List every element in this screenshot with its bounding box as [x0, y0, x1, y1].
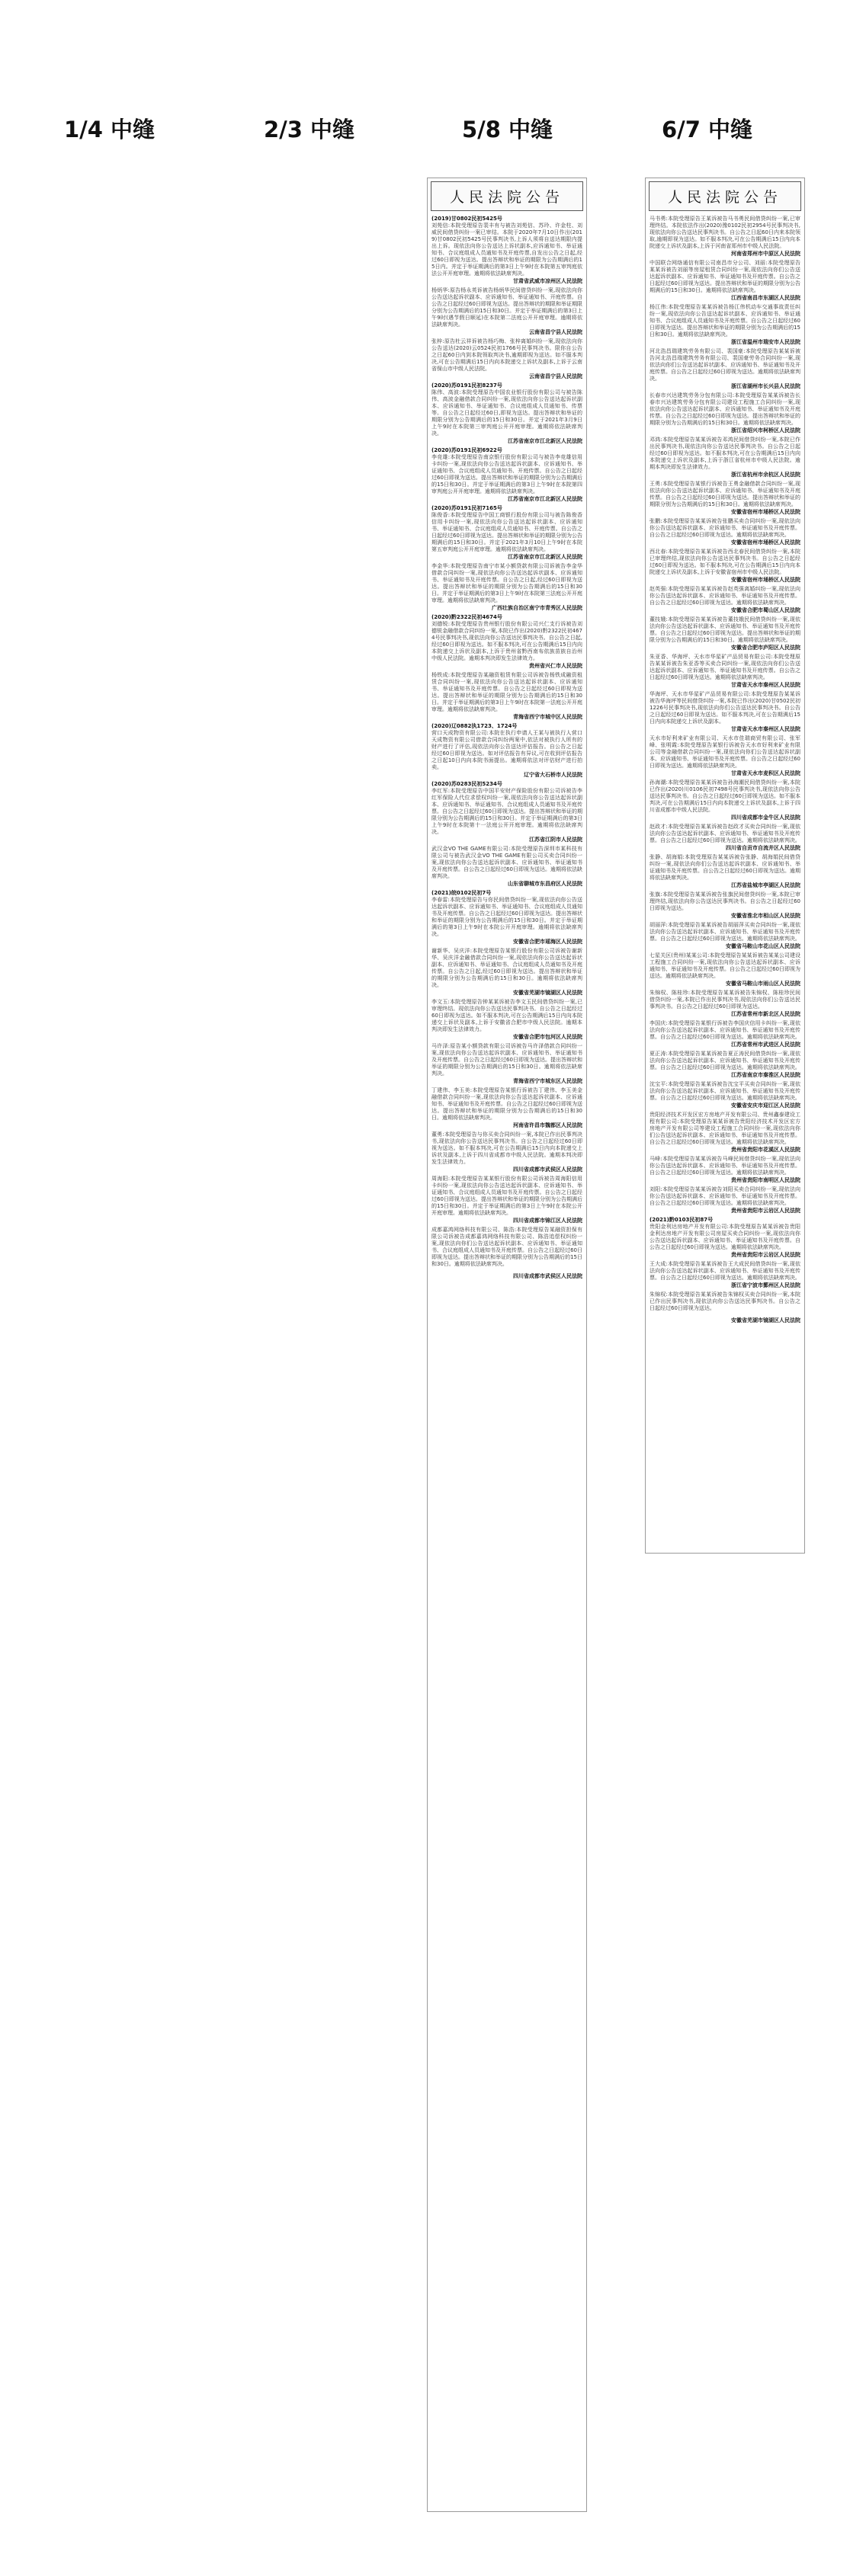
- court-signature: 河南省许昌市魏都区人民法院: [513, 1122, 582, 1128]
- notice-paragraph: [650, 1081, 800, 1102]
- court-signature: 安徽省芜湖市镜湖区人民法院: [513, 990, 582, 996]
- case-number: (2020)苏0191民初8237号: [431, 382, 502, 389]
- column-footer-court: 安徽省芜湖市镜湖区人民法院: [731, 1317, 800, 1323]
- notice-paragraph: [431, 890, 582, 938]
- notice-text: 张静、胡海娟:本院受理原告某某诉被告张静、胡海娟民间借贷纠纷一案,现依法向你们公告送达起诉状副本、应诉通知书、举证通知书及开庭传票。自公告之日起经过60日即视为送达。逾期将依法缺席判决。: [650, 854, 800, 881]
- notice-paragraph: [431, 1087, 582, 1122]
- court-signature: 安徽省宿州市埇桥区人民法院: [731, 509, 800, 515]
- notice-paragraph: [650, 481, 800, 508]
- notice-text: 贵阳金利达房地产开发有限公司:本院受理原告某某诉被告贵阳金利达房地产开发有限公司房屋买卖合同纠纷一案,现依法向你公告送达起诉状副本、应诉通知书、举证通知书及开庭传票。自公告之日起经过60日即视为送达。逾期将依法缺席判决。: [650, 1224, 800, 1250]
- column-title: 人民法院公告: [431, 181, 583, 211]
- notice-paragraph: [431, 1131, 582, 1166]
- notice-text: 刘阳:本院受理原告某某诉被告刘阳买卖合同纠纷一案,现依法向你公告送达起诉状副本、应诉通知书、举证通知书及开庭传票。自公告之日起经过60日即视为送达。逾期将依法缺席判决。: [650, 1186, 800, 1206]
- court-signature: 安徽省合肥市包河区人民法院: [513, 1034, 582, 1040]
- court-signature: 江苏省江阴市人民法院: [529, 837, 582, 843]
- notice-entry: [650, 216, 800, 258]
- notice-entry: [650, 549, 800, 584]
- notice-entry: [431, 614, 582, 670]
- notice-entry: [431, 1131, 582, 1173]
- notice-text: 中国联合网络通信有限公司南昌市分公司、刘丽:本院受理原告某某诉被告刘丽等房屋租赁合同纠纷一案,现依法向你们公告送达起诉状副本、应诉通知书、举证通知书及开庭传票。自公告之日起经过60日即视为送达。提出答辩状和举证的期限分别为公告期满后的15日和30日。逾期将依法缺席判决。: [650, 260, 800, 293]
- notice-entry: [650, 691, 800, 733]
- notice-entry: [650, 1261, 800, 1289]
- court-signature: 安徽省合肥市瑶海区人民法院: [513, 939, 582, 945]
- court-signature: 甘肃省天水市麦积区人民法院: [731, 770, 800, 776]
- notice-entry: [431, 216, 582, 285]
- court-signature: 安徽省淮北市相山区人民法院: [731, 913, 800, 919]
- notice-text: 董勇:本院受理原告与你买卖合同纠纷一案,本院已作出民事判决书,现依法向你公告送达民事判决书。自公告之日起经过60日即视为送达。如不服本判决,可在公告期满后15日内向本院递交上诉状及副本,上诉于四川省成都市中级人民法院。逾期本判决即发生法律效力。: [431, 1131, 582, 1165]
- notice-entry: [650, 616, 800, 651]
- notice-paragraph: [650, 549, 800, 576]
- notice-text: 李金华:本院受理原告南宁市某小额贷款有限公司诉被告李金华借款合同纠纷一案,现依法向你公告送达起诉状副本、应诉通知书、举证通知书及开庭传票。自公告之日起,经过60日即视为送达。提出答辩状和举证的期限分别为公告期满后的15日和30日。并定于举证期满后的第3日上午9时在本院第三法庭公开开庭审理。逾期将依法缺席判决。: [431, 563, 582, 603]
- notice-paragraph: [650, 1112, 800, 1146]
- notice-paragraph: [650, 891, 800, 912]
- label-quarter: 1/4 中缝: [64, 117, 156, 142]
- notice-text: 刘德锐:本院受理原告贵州银行股份有限公司兴仁支行诉被告刘德锐金融借款合同纠纷一案,本院已作出(2020)黔2322民初4674号民事判决书,现依法向你公告送达民事判决书。自公告之日起,经过60日即视为送达。如不服本判决,可在公告期满后15日内向本院递交上诉状及副本,上诉于贵州省黔西南布依族苗族自治州中级人民法院。逾期本判决即发生法律效力。: [431, 621, 582, 661]
- notice-paragraph: [650, 1261, 800, 1282]
- case-number: (2021)皖0102民初7号: [431, 890, 492, 896]
- court-signature: 江苏省南京市江北新区人民法院: [508, 438, 582, 444]
- notice-text: 华海坪、天水市华星矿产品贸易有限公司:本院受理原告某某诉被告华海坪等民间借贷纠纷一案,本院已作出(2020)甘0502民初1226号民事判决书,现依法向你们公告送达民事判决书。自公告之日起经过60日即视为送达。如不服本判决,可在公告期满后15日内向本院递交上诉状及副本。: [650, 691, 800, 725]
- notice-text: 贵阳经济技术开发区宏方房地产开发有限公司、贵州鑫泰建设工程有限公司:本院受理原告某某诉被告贵阳经济技术开发区宏方房地产开发有限公司等建设工程施工合同纠纷一案,现依法向你们公告送达起诉状副本、应诉通知书、举证通知书及开庭传票。自公告之日起经过60日即视为送达。逾期将依法缺席判决。: [650, 1112, 800, 1145]
- notice-entry: [431, 948, 582, 997]
- notice-entry: [650, 304, 800, 346]
- notice-entry: [650, 392, 800, 434]
- notice-paragraph: [650, 1020, 800, 1041]
- notice-entry: [650, 854, 800, 889]
- notice-entry: [650, 735, 800, 777]
- notice-paragraph: [431, 287, 582, 328]
- notice-paragraph: [650, 586, 800, 606]
- notice-text: 天水市好利来矿业有限公司、天水市佳瑞商贸有限公司、张军峰、张明霞:本院受理原告某银行诉被告天水市好利来矿业有限公司等金融借款合同纠纷一案,现依法向你们公告送达起诉状副本、应诉通知书、举证通知书及开庭传票。自公告之日起经过60日即视为送达。逾期将依法缺席判决。: [650, 735, 800, 769]
- notice-paragraph: [650, 304, 800, 338]
- notice-text: 张梓:原告杜云祥诉被告杨巧梅、张梓离婚纠纷一案,现依法向你公告送达(2020)云0524民初1766号民事判决书。限你自公告之日起60日内到本院领取判决书,逾期即视为送达。如不服本判决,可在公告期满后15日内向本院递交上诉状及副本,上诉于云南省保山市中级人民法院。: [431, 338, 582, 372]
- case-number: (2020)辽0882执1723、1724号: [431, 723, 518, 729]
- notice-entry: [650, 824, 800, 852]
- notice-paragraph: [431, 723, 582, 771]
- notice-text: 孙海潮:本院受理原告某某诉被告孙海潮民间借贷纠纷一案,本院已作出(2020)川0106民初7498号民事判决书,现依法向你公告送达民事判决书。自公告之日起经过60日即视为送达。如不服本判决,可在公告期满后15日内向本院递交上诉状及副本,上诉于四川省成都市中级人民法院。: [650, 779, 800, 813]
- court-signature: 江苏省常州市武进区人民法院: [731, 1042, 800, 1048]
- notice-text: 夏正涛:本院受理原告某某诉被告夏正涛民间借贷纠纷一案,现依法向你公告送达起诉状副本、应诉通知书、举证通知书及开庭传票。自公告之日起经过60日即视为送达。逾期将依法缺席判决。: [650, 1051, 800, 1070]
- court-signature: 安徽省马鞍山市花山区人民法院: [726, 943, 800, 949]
- notice-paragraph: [650, 735, 800, 770]
- notice-entry: [431, 1087, 582, 1129]
- notice-column-right: [645, 178, 805, 1554]
- court-signature: 江苏省南京市江北新区人民法院: [508, 496, 582, 502]
- court-signature: 江西省南昌市东湖区人民法院: [731, 295, 800, 301]
- notice-text: 河北浩昌瑞建筑劳务有限公司、裴国豪:本院受理原告某某诉被告河北浩昌瑞建筑劳务有限公司、裴国豪劳务合同纠纷一案,现依法向你们公告送达起诉状副本、应诉通知书、举证通知书及开庭传票。自公告之日起经过60日即视为送达。逾期将依法缺席判决。: [650, 348, 800, 382]
- notice-entry: [431, 672, 582, 721]
- case-number: (2021)黔0103民初87号: [650, 1217, 714, 1223]
- notice-paragraph: [431, 781, 582, 836]
- notice-paragraph: [431, 1227, 582, 1268]
- notice-entry: [650, 1112, 800, 1154]
- court-signature: 甘肃省武威市凉州区人民法院: [513, 278, 582, 284]
- notice-entry: [650, 1291, 800, 1312]
- notice-text: 赵政才:本院受理原告某某诉被告赵政才买卖合同纠纷一案,现依法向你公告送达起诉状副本、应诉通知书、举证通知书及开庭传票。自公告之日起经过60日即视为送达。逾期将依法缺席判决。: [650, 824, 800, 843]
- court-signature: 浙江省宁波市鄞州区人民法院: [731, 1282, 800, 1288]
- court-signature: 江苏省南京市江北新区人民法院: [508, 554, 582, 560]
- notice-paragraph: [650, 952, 800, 980]
- notice-entry: [431, 1176, 582, 1224]
- court-signature: 贵州省贵阳市云岩区人民法院: [731, 1208, 800, 1214]
- notice-entry: [431, 999, 582, 1041]
- notice-paragraph: [650, 779, 800, 814]
- notice-text: 杨铁成:本院受理原告某融资租赁有限公司诉被告杨铁成融资租赁合同纠纷一案,现依法向你公告送达起诉状副本、应诉通知书、举证通知书及开庭传票。自公告之日起经过60日即视为送达。提出答辩状和举证的期限分别为公告期满后的15日和30日。并定于举证期满后的第3日上午9时在本院第一法庭公开开庭审理。逾期将依法缺席判决。: [431, 672, 582, 712]
- notice-paragraph: [650, 392, 800, 427]
- notice-text: 马峰:本院受理原告某某诉被告马峰民间借贷纠纷一案,现依法向你公告送达起诉状副本、应诉通知书、举证通知书及开庭传票。自公告之日起经过60日即视为送达。逾期将依法缺席判决。: [650, 1156, 800, 1176]
- notice-entry: [650, 952, 800, 987]
- court-signature: 浙江省湖州市长兴县人民法院: [731, 383, 800, 389]
- notice-entry: [650, 891, 800, 920]
- notice-text: 朱锦权:本院受理原告某某诉被告朱锦权买卖合同纠纷一案,本院已作出民事判决书,现依法向你公告送达民事判决书。自公告之日起经过60日即视为送达。: [650, 1291, 800, 1311]
- notice-text: 西北春:本院受理原告某某诉被告西北春民间借贷纠纷一案,本院已审理终结,现依法向你公告送达民事判决书。自公告之日起经过60日即视为送达。如不服本判决,可在公告期满后15日内向本院递交上诉状及副本,上诉于安徽省宿州市中级人民法院。: [650, 549, 800, 575]
- court-signature: 安徽省合肥市庐阳区人民法院: [731, 645, 800, 651]
- court-signature: 安徽省安庆市迎江区人民法院: [731, 1102, 800, 1109]
- court-signature: 安徽省宿州市埇桥区人民法院: [731, 577, 800, 583]
- notice-text: 杨炳华:原告杨永英诉被告杨炳华民间借贷纠纷一案,现依法向你公告送达起诉状副本、应诉通知书、举证通知书、开庭传票。自公告之日起经过60日即视为送达。提出答辩状的期限和举证期限分别为公告期满后的15日和30日。并定于举证期满后的第3日上午9时(遇节假日顺延)在本院第二法庭公开开庭审理。逾期将依法缺席判决。: [431, 287, 582, 328]
- notice-paragraph: [650, 824, 800, 844]
- notice-entry: [650, 654, 800, 689]
- notice-text: 张鹏:本院受理原告某某诉被告张鹏买卖合同纠纷一案,现依法向你公告送达起诉状副本、应诉通知书、举证通知书及开庭传票。自公告之日起经过60日即视为送达。逾期将依法缺席判决。: [650, 518, 800, 538]
- notice-text: 马书勇:本院受理原告王某诉被告马书勇民间借贷纠纷一案,已审理终结。本院依法作出(2020)豫0102民初2954号民事判决书,现依法向你公告送达民事判决书。自公告之日起60日内来本院领取,逾期即视为送达。如不服本判决,可在公告期满后15日内向本院递交上诉状及副本,上诉于河南省郑州市中级人民法院。: [650, 216, 800, 249]
- notice-entry: [650, 1081, 800, 1109]
- court-signature: 贵州省贵阳市南明区人民法院: [731, 1177, 800, 1183]
- court-signature: 安徽省马鞍山市雨山区人民法院: [726, 981, 800, 987]
- notice-paragraph: [431, 846, 582, 880]
- notice-paragraph: [431, 672, 582, 713]
- notice-paragraph: [650, 1051, 800, 1071]
- notice-paragraph: [650, 348, 800, 382]
- label-five-eighths: 5/8 中缝: [462, 117, 553, 142]
- notice-entry: [431, 505, 582, 561]
- notice-paragraph: [650, 216, 800, 250]
- court-signature: 贵州省贵阳市云岩区人民法院: [731, 1252, 800, 1258]
- notice-text: 丁建伟、李玉美:本院受理原告某银行诉被告丁建伟、李玉美金融借款合同纠纷一案,现依法向你公告送达起诉状副本、应诉通知书、举证通知书及开庭传票。自公告之日起经过60日即视为送达。提出答辩状和举证的期限分别为公告期满后的15日和30日。逾期将依法缺席判决。: [431, 1087, 582, 1121]
- notice-paragraph: [650, 260, 800, 294]
- court-signature: 河南省郑州市中原区人民法院: [731, 251, 800, 257]
- notice-paragraph: [650, 922, 800, 942]
- court-signature: 四川省成都市金牛区人民法院: [731, 814, 800, 821]
- notice-text: 张旗:本院受理原告某某诉被告张旗民间借贷纠纷一案,本院已审理终结,现依法向你公告送达民事判决书。自公告之日起经过60日即视为送达。: [650, 891, 800, 911]
- notice-entry: [650, 990, 800, 1018]
- notice-paragraph: [431, 447, 582, 495]
- notice-entry: [431, 338, 582, 380]
- notice-paragraph: [431, 1176, 582, 1217]
- notice-text: 王勇:本院受理原告某银行诉被告王勇金融借款合同纠纷一案,现依法向你公告送达起诉状副本、应诉通知书、举证通知书及开庭传票。自公告之日起经过60日即视为送达。提出答辩状和举证的期限分别为公告期满后的15日和30日。逾期将依法缺席判决。: [650, 481, 800, 507]
- notice-text: 营口天成物资有限公司:本院在执行申请人王某与被执行人营口天成物资有限公司借款合同纠纷两案中,依法对被执行人所有的财产进行了评估,现依法向你公告送达评估报告。自公告之日起经过60日即视为送达。如对评估报告有异议,可在收到评估报告之日起10日内向本院书面提出。逾期将依法对评估财产进行拍卖。: [431, 730, 582, 770]
- notice-paragraph: [650, 1156, 800, 1176]
- court-signature: 四川省成都市武侯区人民法院: [513, 1166, 582, 1173]
- notice-text: 董技娥:本院受理原告某某诉被告董技娥民间借贷纠纷一案,现依法向你公告送达起诉状副本、应诉通知书、举证通知书及开庭传票。自公告之日起经过60日即视为送达。提出答辩状和举证的期限分别为公告期满后的15日和30日。逾期将依法缺席判决。: [650, 616, 800, 643]
- notice-paragraph: [431, 382, 582, 437]
- case-number: (2020)苏0283民初5234号: [431, 781, 502, 787]
- layout-labels: [0, 113, 850, 143]
- notice-entry: [431, 563, 582, 612]
- notice-paragraph: [650, 654, 800, 681]
- court-signature: 辽宁省大石桥市人民法院: [524, 772, 582, 778]
- notice-text: 李红军:本院受理原告中国平安财产保险股份有限公司诉被告李红军保险人代位求偿权纠纷一案,现依法向你公告送达起诉状副本、应诉通知书、举证通知书、合议庭组成人员通知书及开庭传票。自公告之日起经过60日即视为送达。提出答辩状和举证的期限分别为公告期满后的15日和30日。并定于举证期满后的第3日上午9时在本院第十一法庭公开开庭审理。逾期将依法缺席判决。: [431, 788, 582, 835]
- notice-text: 邓鸿:本院受理原告某某诉被告邓鸿民间借贷纠纷一案,本院已作出民事判决书,现依法向你公告送达民事判决书。自公告之日起经过60日即视为送达。如不服本判决,可在公告期满后15日内向本院递交上诉状及副本,上诉于浙江省杭州市中级人民法院。逾期本判决即发生法律效力。: [650, 437, 800, 470]
- notice-paragraph: [650, 691, 800, 725]
- notice-paragraph: [431, 338, 582, 373]
- notice-paragraph: [650, 990, 800, 1010]
- court-signature: 浙江省温州市瑞安市人民法院: [731, 339, 800, 345]
- notice-text: 李国庆:本院受理原告某银行诉被告李国庆信用卡纠纷一案,现依法向你公告送达起诉状副本、应诉通知书、举证通知书及开庭传票。自公告之日起经过60日即视为送达。逾期将依法缺席判决。: [650, 1020, 800, 1040]
- notice-entry: [431, 890, 582, 946]
- notice-text: 王大成:本院受理原告某某诉被告王大成民间借贷纠纷一案,现依法向你公告送达起诉状副本、应诉通知书、举证通知书及开庭传票。自公告之日起经过60日即视为送达。逾期将依法缺席判决。: [650, 1261, 800, 1281]
- notice-paragraph: [650, 1217, 800, 1251]
- notice-entry: [650, 1051, 800, 1079]
- notice-entry: [650, 586, 800, 614]
- court-signature: 江苏省南京市秦淮区人民法院: [731, 1072, 800, 1078]
- notice-column-left: [427, 178, 587, 2512]
- court-signature: 青海省西宁市城中区人民法院: [513, 714, 582, 720]
- notice-entry: [650, 1186, 800, 1214]
- notice-text: 长春市兴达建筑劳务分包有限公司:本院受理原告某某诉被告长春市兴达建筑劳务分包有限公司建设工程施工合同纠纷一案,现依法向你公告送达起诉状副本、应诉通知书、举证通知书及开庭传票。自公告之日起经过60日即视为送达。提出答辩状和举证的期限分别为公告期满后的15日和30日。逾期将依法缺席判决。: [650, 392, 800, 426]
- notice-entry: [650, 1020, 800, 1048]
- notice-text: 李春雷:本院受理原告与你民间借贷纠纷一案,现依法向你公告送达起诉状副本、应诉通知书、举证通知书、合议庭组成人员通知书及开庭传票。自公告之日起经过60日即视为送达。提出答辩状和举证的期限分别为公告期满后的15日和30日。并定于举证期满后的第3日上午9时在本院公开开庭审理。逾期将依法缺席判决。: [431, 897, 582, 937]
- notice-entry: [431, 447, 582, 503]
- notice-paragraph: [650, 518, 800, 539]
- notice-paragraph: [431, 1043, 582, 1077]
- notice-paragraph: [431, 216, 582, 277]
- notice-entry: [650, 348, 800, 390]
- notice-paragraph: [650, 1186, 800, 1207]
- notice-paragraph: [650, 854, 800, 882]
- notice-text: 朱亚香、华海坪、天水市华星矿产品贸易有限公司:本院受理原告某某诉被告朱亚香等买卖合同纠纷一案,现依法向你们公告送达起诉状副本、应诉通知书、举证通知书及开庭传票。自公告之日起经过60日即视为送达。逾期将依法缺席判决。: [650, 654, 800, 680]
- notice-text: 沈宝平:本院受理原告某某诉被告沈宝平买卖合同纠纷一案,现依法向你公告送达起诉状副本、应诉通知书、举证通知书及开庭传票。自公告之日起经过60日即视为送达。逾期将依法缺席判决。: [650, 1081, 800, 1101]
- notice-text: 七星关区(贵州)某某公司:本院受理原告某某诉被告某某公司建设工程施工合同纠纷一案,现依法向你公告送达起诉状副本、应诉通知书、举证通知书及开庭传票。自公告之日起经过60日即视为送达。逾期将依法缺席判决。: [650, 952, 800, 979]
- case-number: (2020)黔2322民初4674号: [431, 614, 502, 620]
- notice-text: 陈俊香:本院受理原告中国工商银行股份有限公司与被告陈俊香信用卡纠纷一案,现依法向你公告送达起诉状副本、应诉通知书、举证通知书、合议庭组成人员通知书、开庭传票。自公告之日起经过60日即视为送达。提出答辩状和举证的期限分别为公告期满后的15日和30日。并定于2021年3月10日上午9时在本院第五审判庭公开开庭审理。逾期将依法缺席判决。: [431, 512, 582, 552]
- court-signature: 四川省自贡市自流井区人民法院: [726, 845, 800, 851]
- notice-paragraph: [431, 948, 582, 989]
- notice-text: 陈伟、高波:本院受理原告中国农业银行股份有限公司与被告陈伟、高波金融借款合同纠纷一案,现依法向你公告送达起诉状副本、应诉通知书、举证通知书、合议庭组成人员通知书、传票等。自公告之日起经过60日,即视为送达。提出答辩状和举证的期限分别为公告期满后的15日和30日。并定于2021年3月9日上午9时在本院第三审判庭公开开庭审理。逾期将依法缺席判决。: [431, 389, 582, 437]
- notice-text: 李竞雄:本院受理原告南京银行股份有限公司与被告李竞雄信用卡纠纷一案,现依法向你公告送达起诉状副本、应诉通知书、举证通知书、合议庭组成人员通知书、开庭传票。自公告之日起经过60日即视为送达。提出答辩状和举证的期限分别为公告期满后的15日和30日。并定于举证期满后的第3日上午9时在本院第四审判庭公开开庭审理。逾期将依法缺席判决。: [431, 454, 582, 494]
- notice-text: 周海阳:本院受理原告某某银行股份有限公司诉被告周海阳信用卡纠纷一案,现依法向你公告送达起诉状副本、应诉通知书、举证通知书、合议庭组成人员通知书及开庭传票。自公告之日起经过60日即视为送达。提出答辩状和举证的期限分别为公告期满后的15日和30日。并定于举证期满后的第3日上午9时在本院公开开庭审理。逾期将依法缺席判决。: [431, 1176, 582, 1216]
- court-signature: 甘肃省天水市秦州区人民法院: [731, 682, 800, 688]
- notice-paragraph: [431, 999, 582, 1033]
- court-signature: 云南省昌宁县人民法院: [529, 373, 582, 379]
- case-number: (2020)苏0191民初6922号: [431, 447, 502, 453]
- column-body: [646, 213, 804, 1317]
- notice-paragraph: [431, 614, 582, 662]
- notice-entry: [431, 1043, 582, 1085]
- column-title: 人民法院公告: [649, 181, 801, 211]
- label-six-sevenths: 6/7 中缝: [662, 117, 753, 142]
- notice-entry: [650, 922, 800, 950]
- notice-paragraph: [650, 1291, 800, 1312]
- notice-entry: [431, 846, 582, 888]
- notice-paragraph: [650, 616, 800, 644]
- notice-text: 杨江伟:本院受理原告某某诉被告杨江伟机动车交通事故责任纠纷一案,现依法向你公告送达起诉状副本、应诉通知书、举证通知书、合议庭组成人员通知书及开庭传票。自公告之日起经过60日即视为送达。提出答辩状和举证的期限分别为公告期满后的15日和30日。逾期将依法缺席判决。: [650, 304, 800, 338]
- notice-text: 成都嘉鸿网络科技有限公司、陈浩:本院受理原告某融资担保有限公司诉被告成都嘉鸿网络科技有限公司、陈浩追偿权纠纷一案,现依法向你们公告送达起诉状副本、应诉通知书、举证通知书、合议庭组成人员通知书及开庭传票。自公告之日起经过60日即视为送达。提出答辩状和举证的期限分别为公告期满后的15日和30日。逾期将依法缺席判决。: [431, 1227, 582, 1267]
- court-signature: 四川省成都市锦江区人民法院: [513, 1218, 582, 1224]
- notice-entry: [431, 287, 582, 336]
- notice-paragraph: [650, 437, 800, 471]
- notice-text: 刘苑信:本院受理原告裴丰有与被告刘苑信、苏玲、许金柱、刘威民间借贷纠纷一案已审结。本院于2020年7月10日作出(2019)甘0802民初5425号民事判决书,上诉人须将自送达期限内提出上诉。现依法向你公告送达上诉状副本,应诉通知书、举证通知书、合议庭组成人员通知书及开庭传票,自发出公告之日起,经过60日即视为送达。提出答辩状和举证的期限为公告期满后的15日内。并定于举证期满后的第3日上午9时在本院第五审判庭依法公开开庭审理。逾期将依法缺席判决。: [431, 222, 582, 277]
- court-signature: 云南省昌宁县人民法院: [529, 329, 582, 335]
- label-two-thirds: 2/3 中缝: [264, 117, 355, 142]
- notice-entry: [431, 1227, 582, 1268]
- court-signature: 贵州省兴仁市人民法院: [529, 663, 582, 669]
- notice-entry: [650, 779, 800, 821]
- notice-entry: [431, 382, 582, 445]
- case-number: (2019)甘0802民初5425号: [431, 216, 502, 222]
- column-body: [428, 213, 586, 1273]
- court-signature: 安徽省宿州市埇桥区人民法院: [731, 539, 800, 546]
- notice-entry: [650, 481, 800, 516]
- notice-text: 谢新华、吴庆洋:本院受理原告某银行股份有限公司诉被告谢新华、吴庆洋金融借款合同纠纷一案,现依法向你公告送达起诉状副本、应诉通知书、举证通知书、合议庭组成人员通知书及开庭传票。自公告之日起,经过60日即视为送达。提出答辩状和举证的期限分别为公告期满后的15日和30日。逾期将依法缺席判决。: [431, 948, 582, 988]
- notice-paragraph: [431, 563, 582, 604]
- court-signature: 贵州省贵阳市花溪区人民法院: [731, 1147, 800, 1153]
- notice-text: 朱锦权、陈桂珍:本院受理原告某某诉被告朱锦权、陈桂珍民间借贷纠纷一案,本院已作出民事判决书,现依法向你们公告送达民事判决书。自公告之日起经过60日即视为送达。: [650, 990, 800, 1010]
- notice-text: 赵英强:本院受理原告某某诉被告赵英强离婚纠纷一案,现依法向你公告送达起诉状副本、应诉通知书、举证通知书及开庭传票。自公告之日起经过60日即视为送达。逾期将依法缺席判决。: [650, 586, 800, 606]
- notice-entry: [650, 1217, 800, 1259]
- notice-text: 胡丽萍:本院受理原告某某诉被告胡丽萍买卖合同纠纷一案,现依法向你公告送达起诉状副本、应诉通知书、举证通知书及开庭传票。自公告之日起经过60日即视为送达。逾期将依法缺席判决。: [650, 922, 800, 942]
- court-signature: 江苏省盐城市亭湖区人民法院: [731, 882, 800, 888]
- notice-paragraph: [431, 505, 582, 553]
- notice-entry: [431, 723, 582, 779]
- case-number: (2020)苏0191民初7165号: [431, 505, 502, 511]
- notice-text: 李文玉:本院受理原告钟某某诉被告李文玉民间借贷纠纷一案,已审理终结。现依法向你公告送达民事判决书。自公告之日起经过60日即视为送达。如不服本判决,可在公告期满后15日内向本院递交上诉状及副本,上诉于安徽省合肥市中级人民法院。逾期本判决即发生法律效力。: [431, 999, 582, 1032]
- notice-text: 武汉金VO THE GAME有限公司:本院受理原告深圳市某科技有限公司与被告武汉金VO THE GAME有限公司买卖合同纠纷一案,现依法向你公告送达起诉状副本、应诉通知书、举证通知书及开庭传票。自公告之日起经过60日即视为送达。逾期将依法缺席判决。: [431, 846, 582, 879]
- court-signature: 青海省西宁市城东区人民法院: [513, 1078, 582, 1084]
- column-footer-court: 四川省成都市武侯区人民法院: [513, 1273, 582, 1279]
- court-signature: 甘肃省天水市秦州区人民法院: [731, 726, 800, 732]
- court-signature: 江苏省常州市新北区人民法院: [731, 1011, 800, 1017]
- court-signature: 广西壮族自治区南宁市青秀区人民法院: [492, 605, 582, 611]
- court-signature: 浙江省绍兴市柯桥区人民法院: [731, 427, 800, 434]
- court-signature: 安徽省合肥市蜀山区人民法院: [731, 607, 800, 613]
- notice-entry: [650, 437, 800, 478]
- court-signature: 山东省聊城市东昌府区人民法院: [508, 881, 582, 887]
- notice-text: 马许泽:原告某小额贷款有限公司诉被告马许泽借款合同纠纷一案,现依法向你公告送达起诉状副本、应诉通知书、举证通知书及开庭传票。自公告之日起经过60日即视为送达。提出答辩状和举证的期限分别为公告期满后的15日和30日。逾期将依法缺席判决。: [431, 1043, 582, 1077]
- notice-entry: [650, 1156, 800, 1184]
- notice-entry: [431, 781, 582, 843]
- notice-entry: [650, 260, 800, 302]
- notice-entry: [650, 518, 800, 546]
- court-signature: 浙江省杭州市余杭区人民法院: [731, 472, 800, 478]
